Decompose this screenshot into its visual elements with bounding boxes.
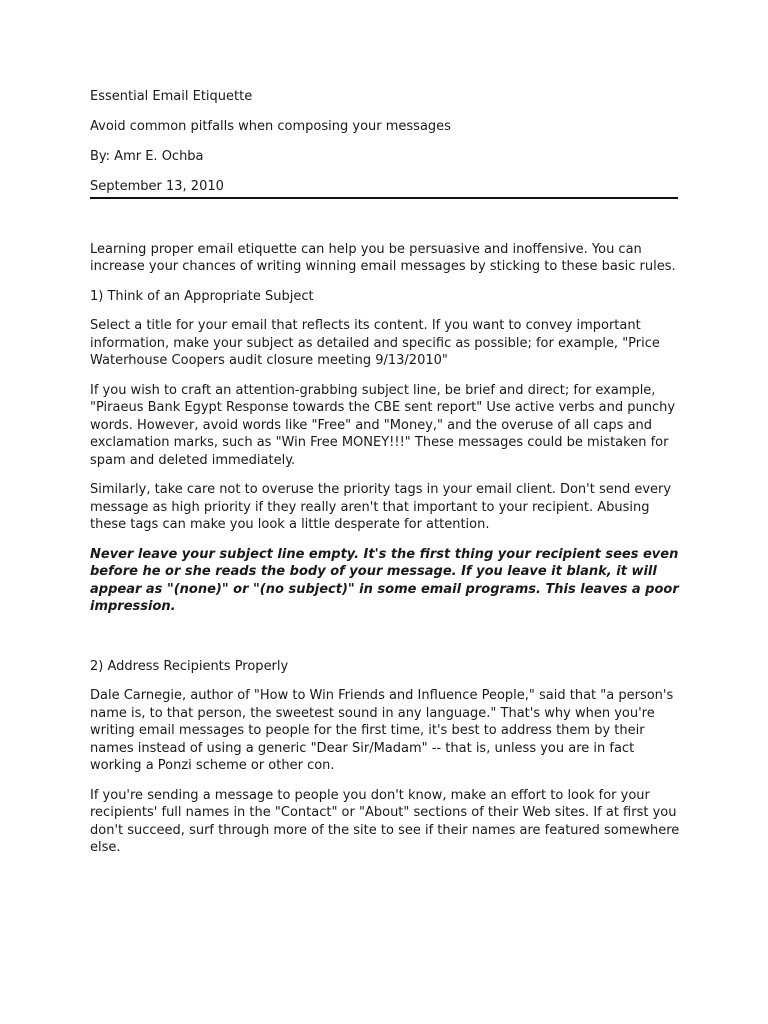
- byline: By: Amr E. Ochba: [90, 149, 204, 164]
- subject-emphasis-paragraph: Never leave your subject line empty. It's the first thing your recipient sees even before he or she reads the body of your message. If you leave it blank, it will appear as "(none)" or "(no subject)" in some email programs. This leaves a poor impression.: [90, 546, 679, 614]
- intro-paragraph: Learning proper email etiquette can help you be persuasive and inoffensive. You can increase your chances of writing winning email messages by sticking to these basic rules.: [90, 241, 676, 274]
- document-page: [90, 88, 680, 869]
- subject-paragraph-1: Select a title for your email that reflects its content. If you want to convey important information, make your subject as detailed and specific as possible; for example, "Price Waterhouse Coopers audit closure meeting 9/13/2010": [90, 318, 660, 368]
- section-heading-recipients: 2) Address Recipients Properly: [90, 658, 289, 674]
- subject-paragraph-2: If you wish to craft an attention-grabbing subject line, be brief and direct; for example, "Piraeus Bank Egypt Response towards the CBE sent report" Use active verbs and punchy words. However, avoid words like "Free" and "Money," and the overuse of all caps and exclamation marks, such as "Win Free MONEY!!!" These messages could be mistaken for spam and deleted immediately.: [90, 382, 676, 468]
- recipients-paragraph-1: Dale Carnegie, author of "How to Win Friends and Influence People," said that "a person's name is, to that person, the sweetest sound in any language." That's why when you're writing email messages to people for the first time, it's best to address them by their names instead of using a generic "Dear Sir/Madam" -- that is, unless you are in fact working a Ponzi scheme or other con.: [90, 688, 674, 773]
- document-subtitle: Avoid common pitfalls when composing your messages: [90, 119, 451, 134]
- document-title: Essential Email Etiquette: [90, 89, 253, 104]
- subject-paragraph-3: Similarly, take care not to overuse the priority tags in your email client. Don't send every message as high priority if they really aren't that important to your recipient. Abusing these tags can make you look a little desperate for attention.: [90, 482, 672, 532]
- publication-date: September 13, 2010: [90, 179, 224, 194]
- recipients-paragraph-2: If you're sending a message to people you don't know, make an effort to look for your recipients' full names in the "Contact" or "About" sections of their Web sites. If at first you don't succeed, surf through more of the site to see if their names are featured somewhere else.: [90, 787, 680, 855]
- section-heading-subject: 1) Think of an Appropriate Subject: [90, 288, 314, 304]
